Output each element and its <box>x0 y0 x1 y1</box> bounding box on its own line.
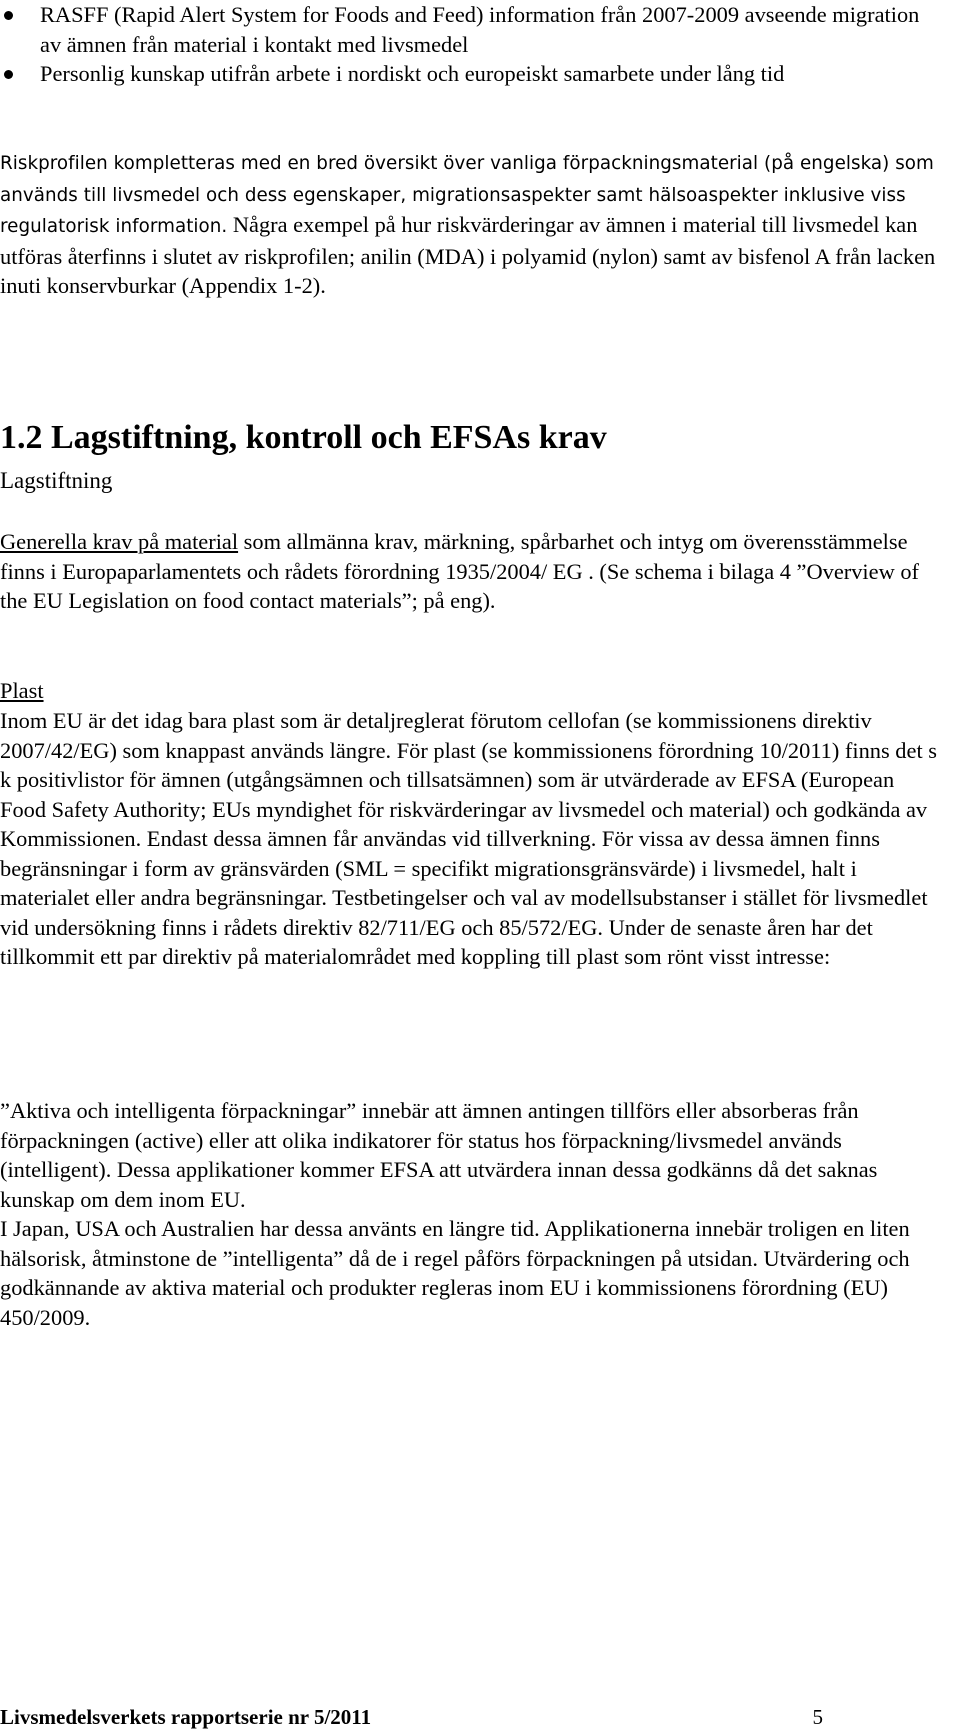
active-packaging-text: ”Aktiva och intelligenta förpackningar” innebär att ämnen antingen tillförs eller absorberas från förpackningen (active) eller att olika indikatorer för status hos förpackning/livsmedel används (intelligent). Dessa applikationer kommer EFSA att utvärdera innan dessa godkänns då det saknas kunskap om dem inom EU. <box>0 1098 878 1212</box>
subsection-title: Lagstiftning <box>0 468 113 493</box>
general-requirements-paragraph <box>0 527 945 616</box>
section-title: 1.2 Lagstiftning, kontroll och EFSAs krav <box>0 419 607 456</box>
active-packaging-japan-text: I Japan, USA och Australien har dessa använts en längre tid. Applikationerna innebär troligen en liten hälsorisk, åtminstone de ”intelligenta” då de i regel påförs förpackningen på utsidan. Utvärdering och godkännande av aktiva material och produkter regleras inom EU i kommissionens förordning (EU) 450/2009. <box>0 1216 910 1330</box>
plast-paragraph <box>0 706 945 972</box>
general-requirements-link[interactable]: Generella krav på material <box>0 529 239 554</box>
page-number: 5 <box>812 1705 823 1729</box>
active-packaging-paragraph <box>0 1096 945 1332</box>
bullet-item-rasff: RASFF (Rapid Alert System for Foods and Feed) information från 2007-2009 avseende migration av ämnen från material i kontakt med livsmedel <box>0 0 945 59</box>
general-requirements-text: som allmänna krav, märkning, spårbarhet och intyg om överensstämmelse finns i Europaparlamentets och rådets förordning 1935/2004/ EG . (Se schema i bilaga 4 ”Overview of the EU Legislation on food contact materials”; på eng). <box>0 529 919 613</box>
plast-heading: Plast <box>0 678 44 703</box>
source-bullet-list <box>0 0 945 89</box>
risk-profile-examples-text: Några exempel på hur riskvärderingar av ämnen i material till livsmedel kan utföras återfinns i slutet av riskprofilen; anilin (MDA) i polyamid (nylon) samt av bisfenol A från lacken inuti konservburkar (Appendix 1-2). <box>0 212 936 298</box>
risk-profile-paragraph <box>0 147 945 301</box>
report-series-label: Livsmedelsverkets rapportserie nr 5/2011 <box>0 1705 372 1729</box>
plast-paragraph-text: Inom EU är det idag bara plast som är detaljreglerat förutom cellofan (se kommissionens direktiv 2007/42/EG) som knappast används längre. För plast (se kommissionens förordning 10/2011) finns det s k positivlistor för ämnen (utgångsämnen och tillsatsämnen) som är utvärderade av EFSA (European Food Safety Authority; EUs myndighet för riskvärderingar av livsmedel och material) och godkända av Kommissionen. Endast dessa ämnen får användas vid tillverkning. För vissa av dessa ämnen finns begränsningar i form av gränsvärden (SML = specifikt migrationsgränsvärde) i livsmedel, halt i materialet eller andra begränsningar. Testbetingelser och val av modellsubstanser i stället för livsmedlet vid undersökning finns i rådets direktiv 82/711/EG och 85/572/EG. Under de senaste åren har det tillkommit ett par direktiv på materialområdet med koppling till plast som rönt visst intresse: <box>0 708 937 969</box>
risk-profile-overview-text: Riskprofilen kompletteras med en bred översikt över vanliga förpackningsmaterial (på engelska) som används till livsmedel och dess egenskaper, migrationsaspekter samt hälsoaspekter inklusive viss regulatorisk information. <box>0 153 934 237</box>
bullet-item-personal-knowledge: Personlig kunskap utifrån arbete i nordiskt och europeiskt samarbete under lång tid <box>0 59 945 89</box>
page-footer <box>0 1704 945 1730</box>
